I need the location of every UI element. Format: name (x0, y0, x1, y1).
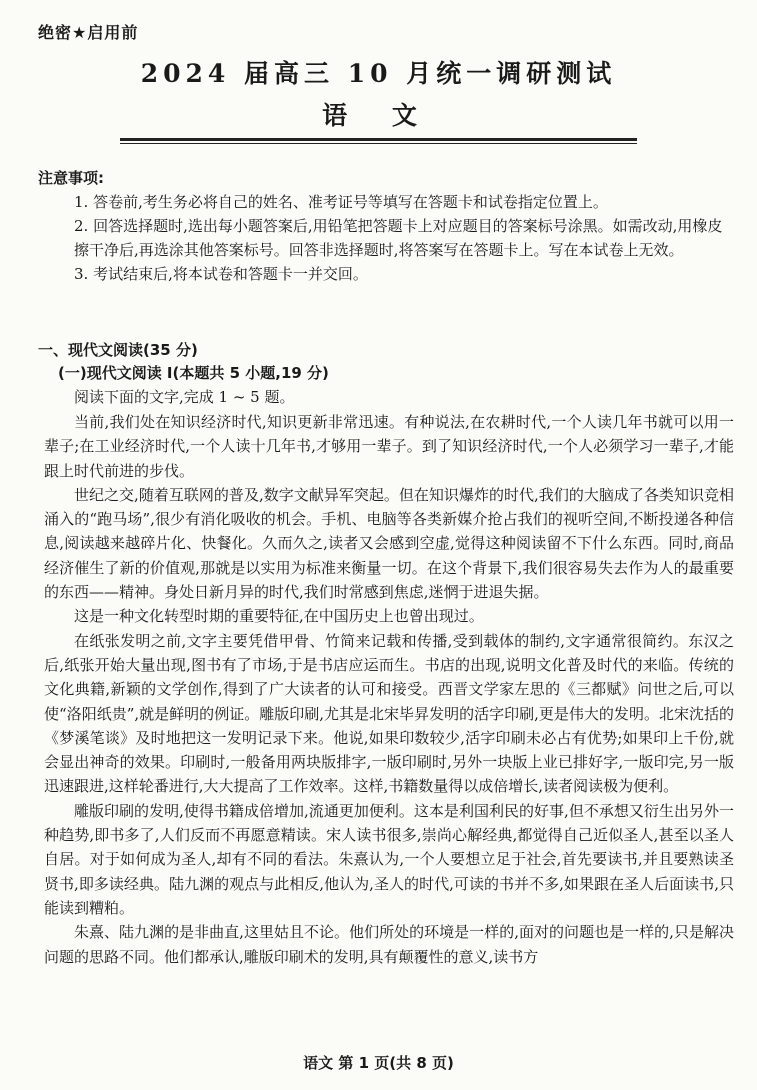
exam-title: 2024 届高三 10 月统一调研测试 (140, 59, 617, 88)
section-title: 一、现代文阅读(35 分) (38, 341, 198, 359)
passage-paragraph: 世纪之交,随着互联网的普及,数字文献异军突起。但在知识爆炸的时代,我们的大脑成了各类知识竞相涌入的“跑马场”,很少有消化吸收的机会。手机、电脑等各类新媒介抢占我们的视听空间,不断投递各种信息,阅读越来越碎片化、快餐化。久而久之,读者又会感到空虚,觉得这种阅读留不下什么东西。同时,商品经济催生了新的价值观,那就是以实用为标准来衡量一切。在这个背景下,我们很容易失去作为人的最重要的东西——精神。身处日新月异的时代,我们时常感到焦虑,迷惘于进退失据。 (44, 485, 734, 602)
confidential-label: 绝密★启用前 (38, 23, 139, 42)
subsection-title: (一)现代文阅读 I(本题共 5 小题,19 分) (58, 364, 329, 382)
notice-item: 1. 答卷前,考生务必将自己的姓名、准考证号等填写在答题卡和试卷指定位置上。 (74, 193, 608, 211)
passage-paragraph: 当前,我们处在知识经济时代,知识更新非常迅速。有种说法,在农耕时代,一个人读几年书就可以用一辈子;在工业经济时代,一个人读十几年书,才够用一辈子。到了知识经济时代,一个人必须学习一辈子,才能跟上时代前进的步伐。 (44, 413, 734, 480)
passage-paragraph: 朱熹、陆九渊的是非曲直,这里姑且不论。他们所处的环境是一样的,面对的问题也是一样的,只是解决问题的思路不同。他们都承认,雕版印刷术的发明,具有颠覆性的意义,读书方 (44, 923, 734, 966)
notice-list (74, 190, 724, 286)
subject-title: 语 文 (322, 101, 435, 130)
passage-paragraph: 在纸张发明之前,文字主要凭借甲骨、竹简来记载和传播,受到载体的制约,文字通常很简约。东汉之后,纸张开始大量出现,图书有了市场,于是书店应运而生。书店的出现,说明文化普及时代的来临。传统的文化典籍,新颖的文学创作,得到了广大读者的认可和接受。西晋文学家左思的《三都赋》问世之后,可以使“洛阳纸贵”,就是鲜明的例证。雕版印刷,尤其是北宋毕昇发明的活字印刷,更是伟大的发明。北宋沈括的《梦溪笔谈》及时地把这一发明记录下来。他说,如果印数较少,活字印刷未必占有优势;如果印上千份,就会显出神奇的效果。印刷时,一般备用两块版排字,一版印刷时,另外一块版上业已排好字,一版印完,另一版迅速跟进,这样轮番进行,大大提高了工作效率。这样,书籍数量得以成倍增长,读者阅读极为便利。 (44, 631, 734, 796)
passage-paragraph: 雕版印刷的发明,使得书籍成倍增加,流通更加便利。这本是利国利民的好事,但不承想又衍生出另外一种趋势,即书多了,人们反而不再愿意精读。宋人读书很多,崇尚心解经典,都觉得自己近似圣人,甚至以圣人自居。对于如何成为圣人,却有不同的看法。朱熹认为,一个人要想立足于社会,首先要读书,并且要熟读圣贤书,即多读经典。陆九渊的观点与此相反,他认为,圣人的时代,可读的书并不多,如果跟在圣人后面读书,只能读到糟粕。 (44, 801, 734, 917)
notice-item: 3. 考试结束后,将本试卷和答题卡一并交回。 (74, 265, 368, 283)
passage-paragraph: 这是一种文化转型时期的重要特征,在中国历史上也曾出现过。 (74, 607, 484, 626)
reading-passage (44, 410, 734, 969)
notice-title: 注意事项: (38, 169, 104, 187)
reading-instruction: 阅读下面的文字,完成 1 ~ 5 题。 (74, 388, 295, 406)
page-footer: 语文 第 1 页(共 8 页) (303, 1054, 454, 1072)
notice-item: 2. 回答选择题时,选出每小题答案后,用铅笔把答题卡上对应题目的答案标号涂黑。如需改动,用橡皮擦干净后,再选涂其他答案标号。回答非选择题时,将答案写在答题卡上。写在本试卷上无效。 (74, 217, 723, 259)
